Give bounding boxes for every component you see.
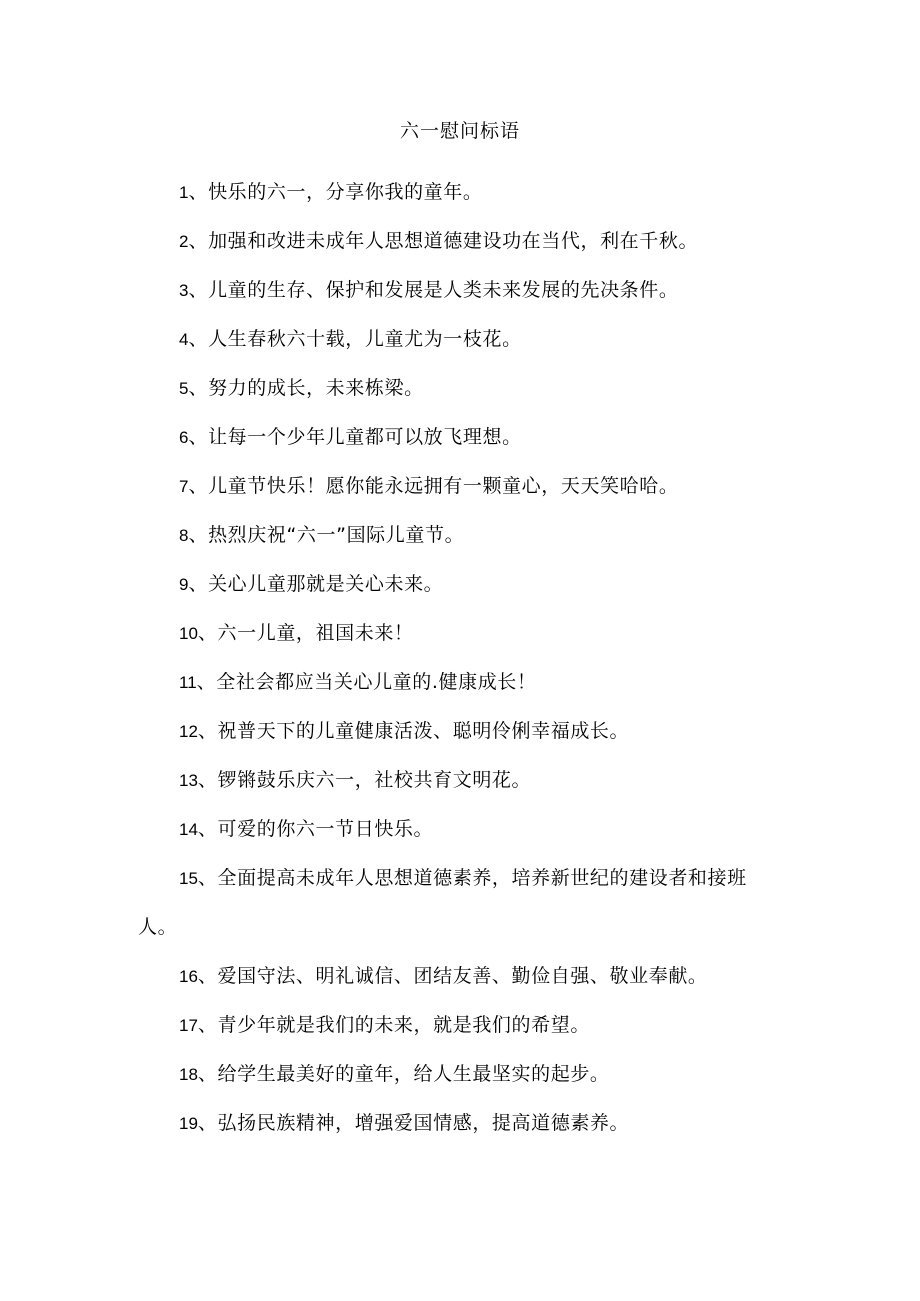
list-item <box>138 1099 778 1148</box>
list-item <box>138 217 778 266</box>
item-number: 2 <box>179 232 189 251</box>
item-number: 3 <box>179 281 189 300</box>
list-item <box>138 952 778 1001</box>
list-item <box>138 266 778 315</box>
item-separator: 、 <box>188 230 209 252</box>
item-separator: 、 <box>188 279 209 301</box>
item-separator: 、 <box>197 1112 218 1134</box>
item-separator: 、 <box>196 671 217 693</box>
item-text: 让每一个少年儿童都可以放飞理想。 <box>208 426 522 448</box>
item-text: 六一儿童，祖国未来！ <box>217 622 414 644</box>
list-item <box>138 315 778 364</box>
list-item <box>138 854 778 952</box>
list-item <box>138 805 778 854</box>
item-separator: 、 <box>197 867 218 889</box>
slogan-list <box>138 168 778 1148</box>
item-separator: 、 <box>188 475 209 497</box>
list-item <box>138 462 778 511</box>
item-number: 8 <box>179 526 189 545</box>
list-item <box>138 511 778 560</box>
item-text: 青少年就是我们的未来，就是我们的希望。 <box>217 1014 590 1036</box>
item-separator: 、 <box>197 1014 218 1036</box>
item-text: 加强和改进未成年人思想道德建设功在当代，利在千秋。 <box>208 230 699 252</box>
list-item <box>138 1001 778 1050</box>
item-text: 弘扬民族精神，增强爱国情感，提高道德素养。 <box>217 1112 630 1134</box>
item-number: 9 <box>179 575 189 594</box>
item-separator: 、 <box>188 377 209 399</box>
document-title: 六一慰问标语 <box>399 120 520 142</box>
item-number: 17 <box>179 1016 198 1035</box>
item-number: 13 <box>179 771 198 790</box>
item-number: 18 <box>179 1065 198 1084</box>
item-text: 热烈庆祝“六一”国际儿童节。 <box>208 524 465 546</box>
list-item <box>138 756 778 805</box>
item-text: 儿童节快乐！愿你能永远拥有一颗童心，天天笑哈哈。 <box>208 475 679 497</box>
item-text: 人生春秋六十载，儿童尤为一枝花。 <box>208 328 522 350</box>
list-item <box>138 1050 778 1099</box>
item-separator: 、 <box>197 965 218 987</box>
item-number: 7 <box>179 477 189 496</box>
item-separator: 、 <box>188 181 209 203</box>
item-separator: 、 <box>197 1063 218 1085</box>
item-number: 12 <box>179 722 198 741</box>
list-item <box>138 168 778 217</box>
item-number: 1 <box>179 183 189 202</box>
item-number: 11 <box>179 673 197 692</box>
item-number: 6 <box>179 428 189 447</box>
list-item <box>138 707 778 756</box>
item-separator: 、 <box>188 573 209 595</box>
item-text: 给学生最美好的童年，给人生最坚实的起步。 <box>217 1063 610 1085</box>
item-separator: 、 <box>188 328 209 350</box>
item-separator: 、 <box>197 720 218 742</box>
item-text: 祝普天下的儿童健康活泼、聪明伶俐幸福成长。 <box>217 720 630 742</box>
item-number: 19 <box>179 1114 198 1133</box>
item-text: 关心儿童那就是关心未来。 <box>208 573 444 595</box>
item-separator: 、 <box>197 818 218 840</box>
item-text: 全社会都应当关心儿童的.健康成长！ <box>216 671 537 693</box>
list-item <box>138 413 778 462</box>
item-text: 全面提高未成年人思想道德素养，培养新世纪的建设者和接班人。 <box>138 867 747 938</box>
item-text: 锣锵鼓乐庆六一，社校共育文明花。 <box>217 769 532 791</box>
item-separator: 、 <box>197 622 218 644</box>
item-number: 15 <box>179 869 198 888</box>
item-number: 10 <box>179 624 198 643</box>
item-text: 努力的成长，未来栋梁。 <box>208 377 424 399</box>
item-text: 快乐的六一，分享你我的童年。 <box>208 181 483 203</box>
item-number: 5 <box>179 379 189 398</box>
item-number: 4 <box>179 330 189 349</box>
item-separator: 、 <box>188 524 209 546</box>
item-number: 16 <box>179 967 198 986</box>
item-separator: 、 <box>188 426 209 448</box>
list-item <box>138 658 778 707</box>
item-separator: 、 <box>197 769 218 791</box>
list-item <box>138 364 778 413</box>
item-text: 儿童的生存、保护和发展是人类未来发展的先决条件。 <box>208 279 679 301</box>
list-item <box>138 609 778 658</box>
item-text: 爱国守法、明礼诚信、团结友善、勤俭自强、敬业奉献。 <box>217 965 708 987</box>
item-text: 可爱的你六一节日快乐。 <box>217 818 434 840</box>
item-number: 14 <box>179 820 198 839</box>
list-item <box>138 560 778 609</box>
